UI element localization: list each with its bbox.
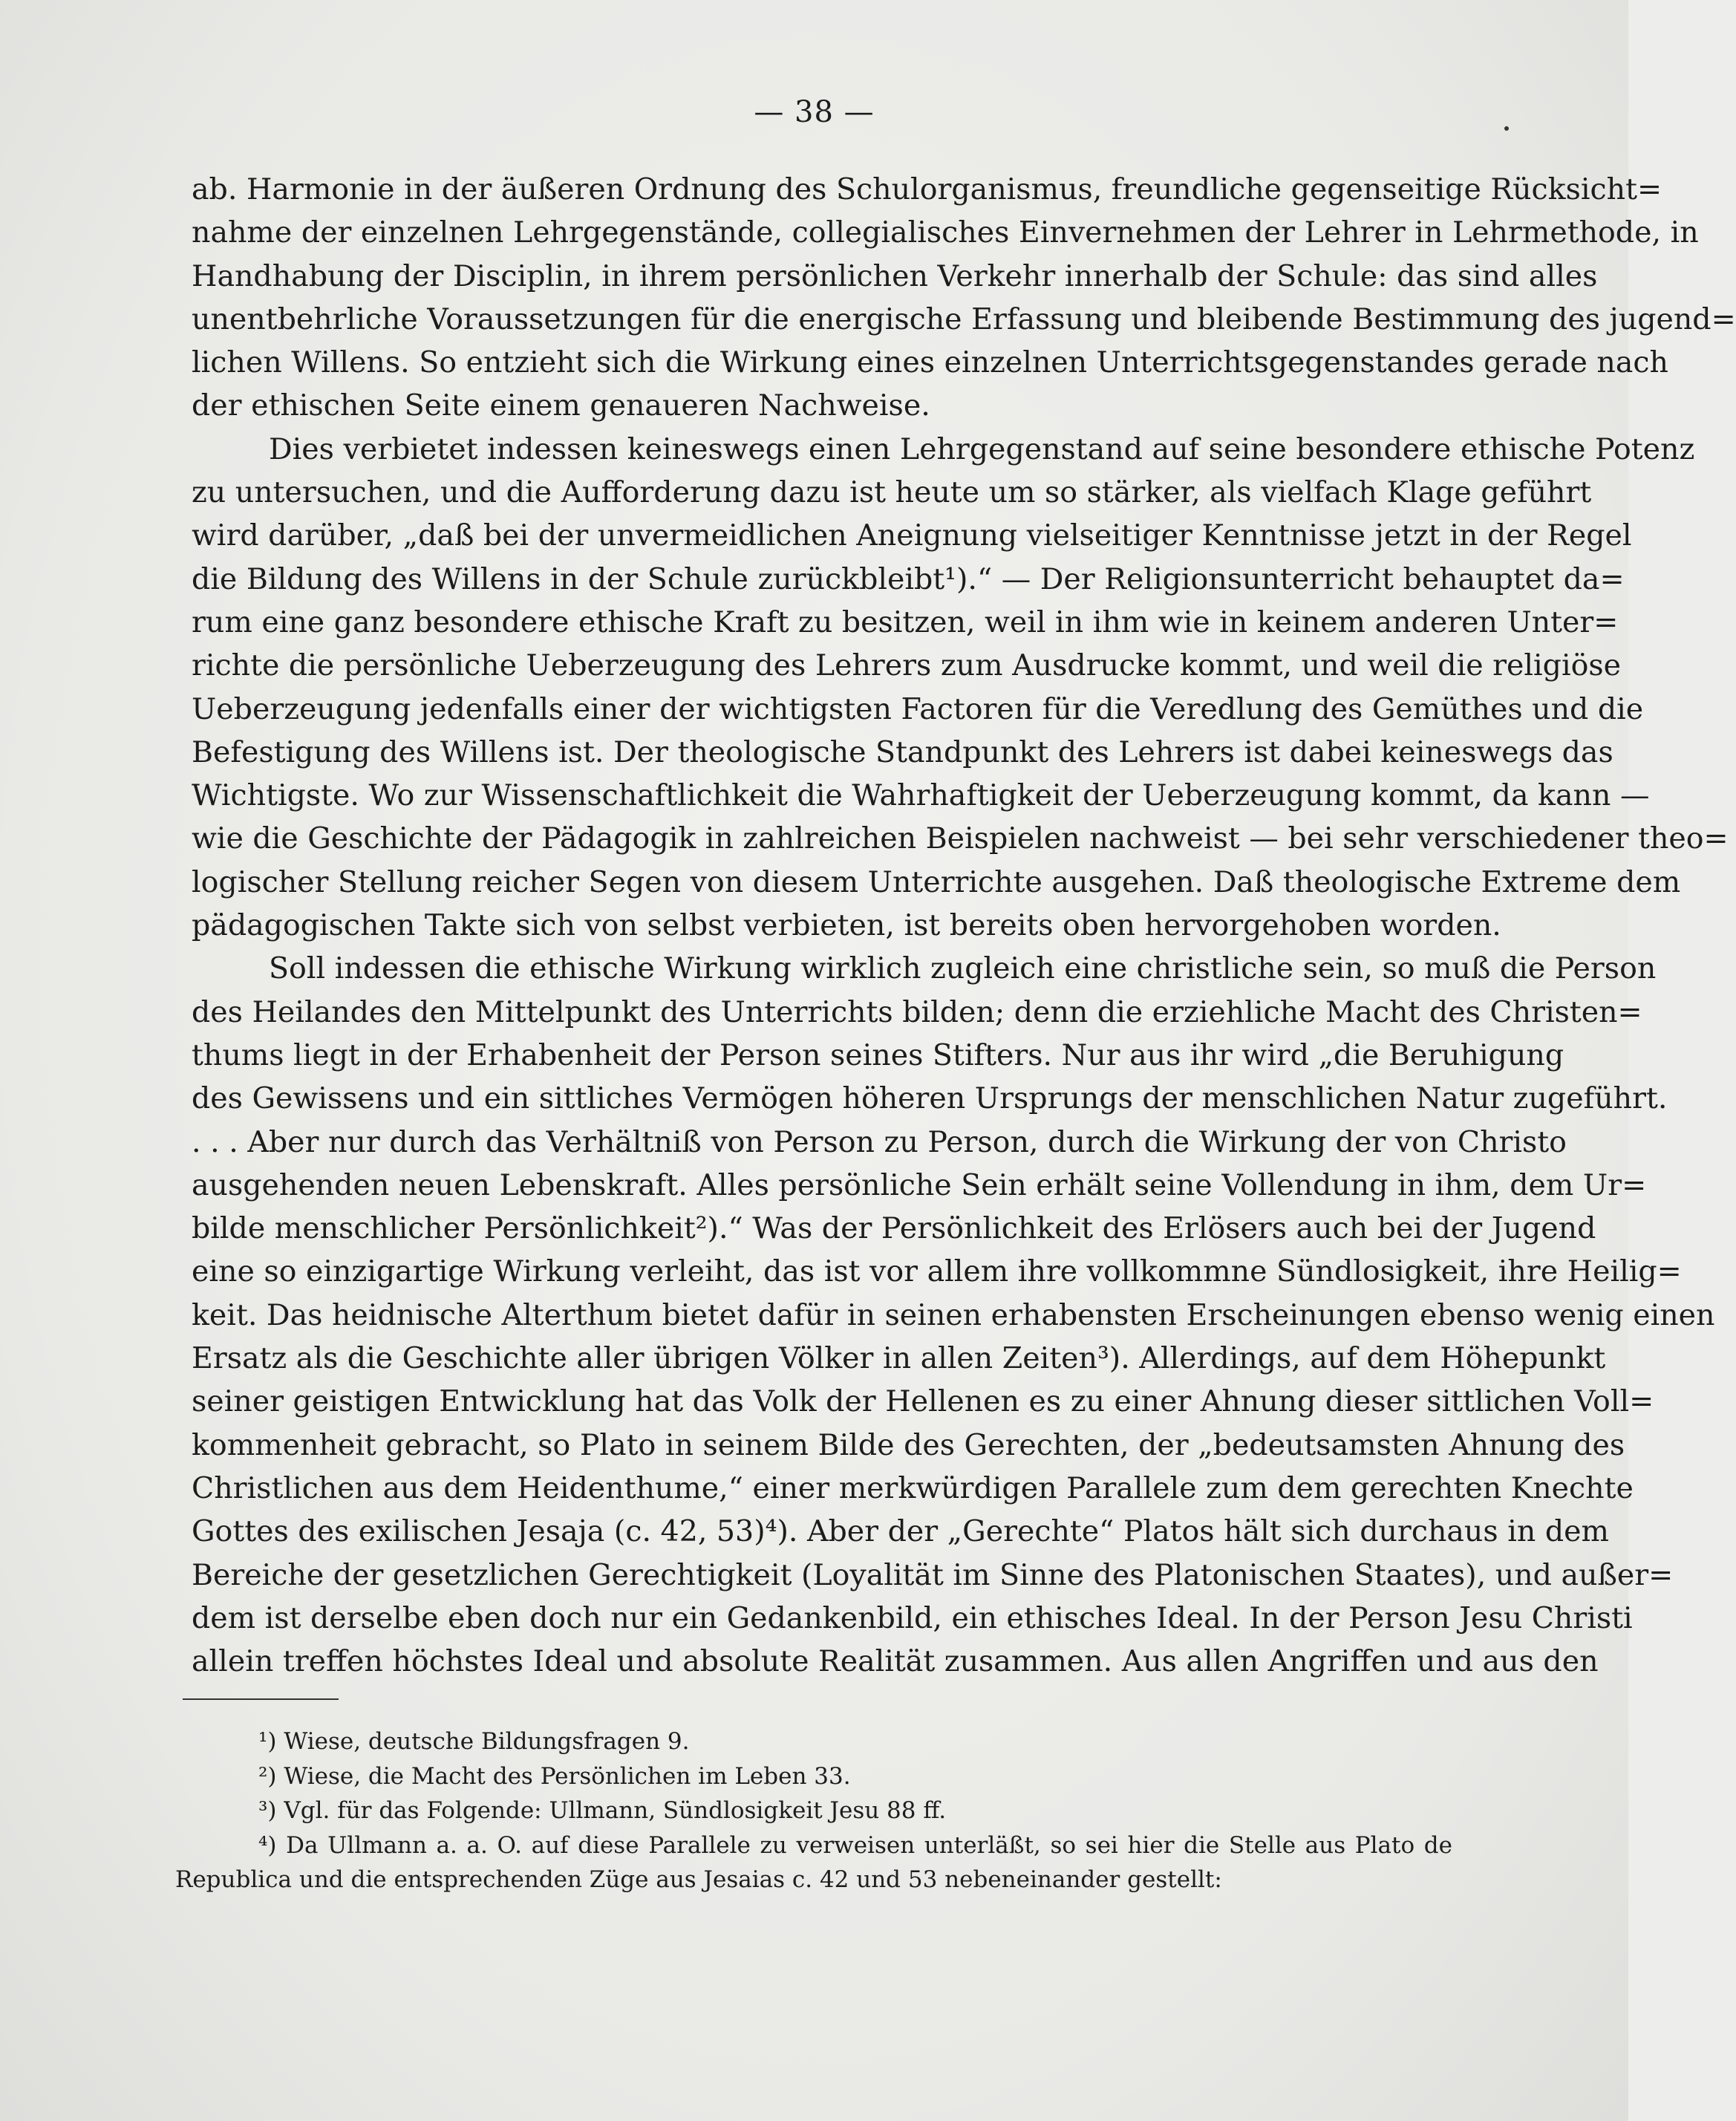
body-line: unentbehrliche Voraussetzungen für die energische Erfassung und bleibende Bestimmung des jugend=: [192, 302, 1736, 336]
body-line: bilde menschlicher Persönlichkeit²).“ Was der Persönlichkeit des Erlösers auch bei der Jugend: [192, 1211, 1596, 1246]
ink-speck: [1504, 126, 1509, 131]
body-line: Befestigung des Willens ist. Der theologische Standpunkt des Lehrers ist dabei keineswegs das: [192, 734, 1613, 769]
page-number: — 38 —: [754, 95, 875, 129]
body-line: die Bildung des Willens in der Schule zurückbleibt¹).“ — Der Religionsunterricht behauptet da=: [192, 561, 1625, 596]
body-line: wie die Geschichte der Pädagogik in zahlreichen Beispielen nachweist — bei sehr verschiedener theo=: [192, 821, 1729, 856]
footnote-line: ¹) Wiese, deutsche Bildungsfragen 9.: [258, 1728, 690, 1755]
body-line: Handhabung der Disciplin, in ihrem persönlichen Verkehr innerhalb der Schule: das sind alles: [192, 258, 1598, 293]
body-line: des Gewissens und ein sittliches Vermögen höheren Ursprungs der menschlichen Natur zugeführt.: [192, 1081, 1668, 1116]
body-line: wird darüber, „daß bei der unvermeidlichen Aneignung vielseitiger Kenntnisse jetzt in der Regel: [192, 518, 1632, 553]
body-line: nahme der einzelnen Lehrgegenstände, collegialisches Einvernehmen der Lehrer in Lehrmethode, in: [192, 215, 1699, 250]
body-line: dem ist derselbe eben doch nur ein Gedankenbild, ein ethisches Ideal. In der Person Jesu Christi: [192, 1600, 1633, 1635]
body-text: [192, 168, 1736, 1683]
body-line: . . . Aber nur durch das Verhältniß von Person zu Person, durch die Wirkung der von Christo: [192, 1124, 1567, 1159]
body-line: Soll indessen die ethische Wirkung wirklich zugleich eine christliche sein, so muß die Person: [269, 951, 1657, 986]
body-line: eine so einzigartige Wirkung verleiht, das ist vor allem ihre vollkommne Sündlosigkeit, ihre Heilig=: [192, 1254, 1682, 1289]
body-line: ausgehenden neuen Lebenskraft. Alles persönliche Sein erhält seine Vollendung in ihm, dem Ur=: [192, 1167, 1647, 1202]
body-line: Ueberzeugung jedenfalls einer der wichtigsten Factoren für die Veredlung des Gemüthes und die: [192, 691, 1644, 726]
body-line: Christlichen aus dem Heidenthume,“ einer merkwürdigen Parallele zum dem gerechten Knechte: [192, 1470, 1634, 1505]
body-line: keit. Das heidnische Alterthum bietet dafür in seinen erhabensten Erscheinungen ebenso wenig einen: [192, 1297, 1715, 1332]
footnote-line: ⁴) Da Ullmann a. a. O. auf diese Parallele zu verweisen unterläßt, so sei hier die Stelle aus Plato de: [258, 1831, 1452, 1859]
body-line: der ethischen Seite einem genaueren Nachweise.: [192, 388, 930, 423]
body-line: Wichtigste. Wo zur Wissenschaftlichkeit die Wahrhaftigkeit der Ueberzeugung kommt, da kann —: [192, 778, 1650, 813]
body-line: richte die persönliche Ueberzeugung des Lehrers zum Ausdrucke kommt, und weil die religiöse: [192, 648, 1622, 683]
body-line: lichen Willens. So entzieht sich die Wirkung eines einzelnen Unterrichtsgegenstandes gerade nach: [192, 345, 1668, 380]
body-line: kommenheit gebracht, so Plato in seinem Bilde des Gerechten, der „bedeutsamsten Ahnung des: [192, 1427, 1625, 1462]
body-line: des Heilandes den Mittelpunkt des Unterrichts bilden; denn die erziehliche Macht des Christen=: [192, 994, 1642, 1029]
footnote-line: ³) Vgl. für das Folgende: Ullmann, Sündlosigkeit Jesu 88 ff.: [258, 1797, 947, 1824]
footnote-divider: [183, 1698, 339, 1700]
body-line: Ersatz als die Geschichte aller übrigen Völker in allen Zeiten³). Allerdings, auf dem Höhepunkt: [192, 1341, 1606, 1376]
footnotes: [175, 1724, 1452, 1897]
body-line: zu untersuchen, und die Aufforderung dazu ist heute um so stärker, als vielfach Klage geführt: [192, 475, 1592, 510]
body-line: allein treffen höchstes Ideal und absolute Realität zusammen. Aus allen Angriffen und aus den: [192, 1644, 1599, 1679]
footnote-line: ²) Wiese, die Macht des Persönlichen im Leben 33.: [258, 1762, 851, 1790]
body-line: thums liegt in der Erhabenheit der Person seines Stifters. Nur aus ihr wird „die Beruhigung: [192, 1037, 1564, 1072]
body-line: logischer Stellung reicher Segen von diesem Unterrichte ausgehen. Daß theologische Extreme dem: [192, 864, 1681, 899]
body-line: Dies verbietet indessen keineswegs einen Lehrgegenstand auf seine besondere ethische Potenz: [269, 431, 1695, 466]
body-line: seiner geistigen Entwicklung hat das Volk der Hellenen es zu einer Ahnung dieser sittlichen Voll=: [192, 1384, 1654, 1419]
body-line: Bereiche der gesetzlichen Gerechtigkeit (Loyalität im Sinne des Platonischen Staates), und außer=: [192, 1557, 1674, 1592]
body-line: ab. Harmonie in der äußeren Ordnung des Schulorganismus, freundliche gegenseitige Rücksicht=: [192, 172, 1662, 206]
body-line: Gottes des exilischen Jesaja (c. 42, 53)⁴). Aber der „Gerechte“ Platos hält sich durchaus in dem: [192, 1514, 1609, 1549]
footnote-line: Republica und die entsprechenden Züge aus Jesaias c. 42 und 53 nebeneinander gestellt:: [175, 1866, 1222, 1893]
body-line: rum eine ganz besondere ethische Kraft zu besitzen, weil in ihm wie in keinem anderen Unter=: [192, 605, 1619, 639]
body-line: pädagogischen Takte sich von selbst verbieten, ist bereits oben hervorgehoben worden.: [192, 908, 1501, 943]
